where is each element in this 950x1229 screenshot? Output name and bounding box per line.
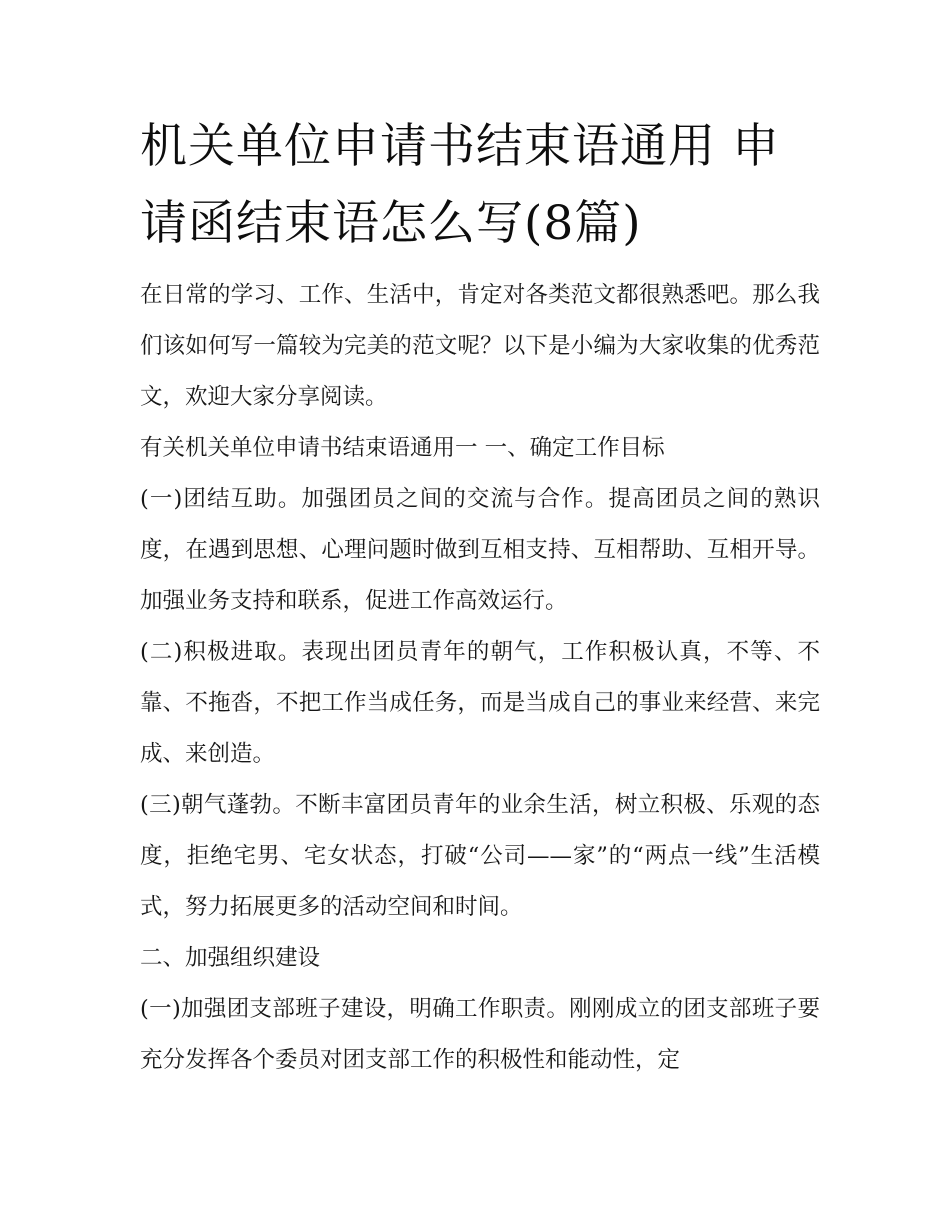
paragraph-intro: 在日常的学习、工作、生活中，肯定对各类范文都很熟悉吧。那么我们该如何写一篇较为完美的范文呢？以下是小编为大家收集的优秀范文，欢迎大家分享阅读。 [140, 282, 820, 410]
paragraph-item-4: (一)加强团支部班子建设，明确工作职责。刚刚成立的团支部班子要充分发挥各个委员对团支部工作的积极性和能动性，定 [140, 996, 820, 1073]
paragraph-item-1: (一)团结互助。加强团员之间的交流与合作。提高团员之间的熟识度，在遇到思想、心理问题时做到互相支持、互相帮助、互相开导。加强业务支持和联系，促进工作高效运行。 [140, 486, 820, 614]
document-title: 机关单位申请书结束语通用 申请函结束语怎么写(8篇) [140, 119, 780, 251]
paragraph-item-3: (三)朝气蓬勃。不断丰富团员青年的业余生活，树立积极、乐观的态度，拒绝宅男、宅女状态，打破“公司——家”的“两点一线”生活模式，努力拓展更多的活动空间和时间。 [140, 792, 820, 920]
paragraph-heading-2: 二、加强组织建设 [140, 945, 321, 971]
document-content [140, 108, 820, 1086]
paragraph-item-2: (二)积极进取。表现出团员青年的朝气，工作积极认真，不等、不靠、不拖沓，不把工作当成任务，而是当成自己的事业来经营、来完成、来创造。 [140, 639, 820, 767]
document-body [140, 270, 820, 1086]
paragraph-heading-1: 有关机关单位申请书结束语通用一 一、确定工作目标 [140, 435, 665, 461]
